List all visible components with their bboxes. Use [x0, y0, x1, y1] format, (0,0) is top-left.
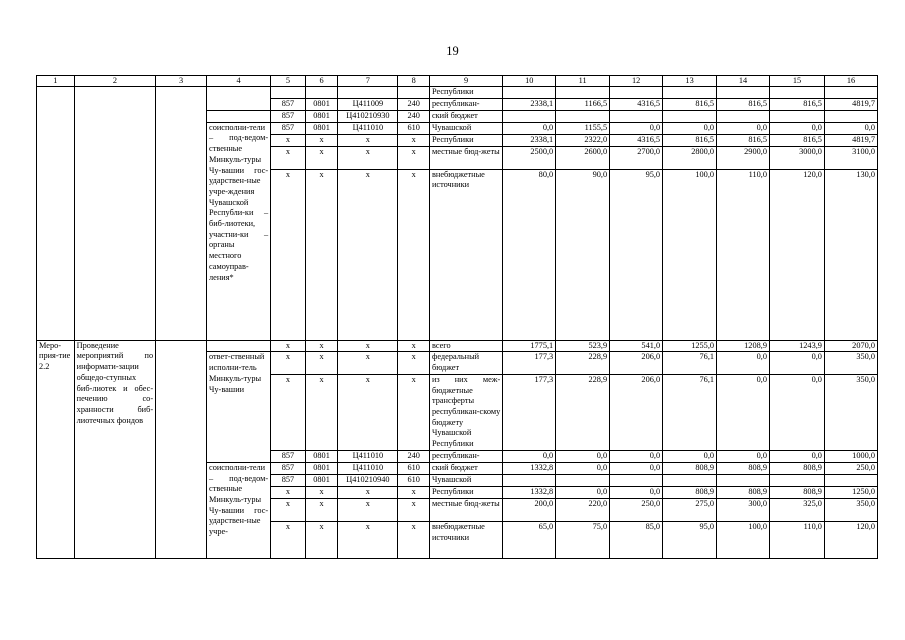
value-cell: 1208,9	[717, 340, 770, 352]
column-header: 14	[717, 76, 770, 87]
value-cell: 808,9	[663, 462, 717, 474]
code-cell	[338, 87, 398, 99]
value-cell: 350,0	[824, 498, 877, 521]
value-cell: 95,0	[610, 169, 663, 340]
code-cell: 857	[271, 110, 306, 122]
value-cell: 300,0	[717, 498, 770, 521]
page-number: 19	[446, 44, 459, 58]
responsible-cell: ответ-ственный исполни-тель Минкуль-туры Чу-вашии	[207, 352, 271, 462]
code-cell: x	[271, 352, 306, 374]
value-cell: 1243,9	[769, 340, 824, 352]
value-cell	[663, 474, 717, 486]
code-cell: x	[305, 340, 338, 352]
code-cell: 0801	[305, 98, 338, 110]
code-cell: x	[338, 486, 398, 498]
value-cell	[824, 110, 877, 122]
code-cell: x	[398, 498, 430, 521]
value-cell: 0,0	[769, 352, 824, 374]
value-cell: 220,0	[556, 498, 610, 521]
value-cell: 2338,1	[503, 134, 556, 146]
table-row	[37, 87, 878, 99]
value-cell: 523,9	[556, 340, 610, 352]
value-cell	[556, 474, 610, 486]
value-cell: 2070,0	[824, 340, 877, 352]
code-cell: 240	[398, 110, 430, 122]
value-cell: 0,0	[610, 462, 663, 474]
value-cell: 0,0	[610, 450, 663, 462]
value-cell: 120,0	[824, 521, 877, 558]
code-cell: x	[338, 169, 398, 340]
value-cell: 0,0	[717, 122, 770, 134]
column-header: 13	[663, 76, 717, 87]
funding-source-cell: всего	[429, 340, 502, 352]
funding-source-cell: Чувашской	[429, 122, 502, 134]
code-cell: x	[305, 146, 338, 169]
funding-source-cell: ский бюджет	[429, 110, 502, 122]
code-cell: 240	[398, 450, 430, 462]
value-cell	[824, 87, 877, 99]
value-cell: 0,0	[610, 122, 663, 134]
code-cell: x	[305, 374, 338, 450]
value-cell: 206,0	[610, 374, 663, 450]
funding-source-cell: Республики	[429, 87, 502, 99]
value-cell: 76,1	[663, 374, 717, 450]
value-cell: 2500,0	[503, 146, 556, 169]
budget-table	[36, 75, 878, 559]
code-cell: Ц411009	[338, 98, 398, 110]
value-cell: 177,3	[503, 374, 556, 450]
value-cell: 75,0	[556, 521, 610, 558]
code-cell: 0801	[305, 474, 338, 486]
value-cell: 816,5	[717, 134, 770, 146]
event-code-cell: Меро-прия-тие 2.2	[37, 340, 75, 558]
value-cell: 0,0	[503, 450, 556, 462]
value-cell	[610, 87, 663, 99]
code-cell: Ц410210940	[338, 474, 398, 486]
executor-cell	[207, 87, 271, 99]
value-cell: 2338,1	[503, 98, 556, 110]
column-header: 11	[556, 76, 610, 87]
code-cell: 857	[271, 98, 306, 110]
value-cell: 250,0	[824, 462, 877, 474]
value-cell: 2900,0	[717, 146, 770, 169]
value-cell: 120,0	[769, 169, 824, 340]
code-cell: x	[271, 374, 306, 450]
code-cell: 610	[398, 122, 430, 134]
value-cell: 177,3	[503, 352, 556, 374]
code-cell: 610	[398, 462, 430, 474]
value-cell: 65,0	[503, 521, 556, 558]
value-cell: 0,0	[717, 450, 770, 462]
code-cell: x	[305, 352, 338, 374]
column-header: 7	[338, 76, 398, 87]
column-header: 12	[610, 76, 663, 87]
value-cell: 816,5	[769, 134, 824, 146]
value-cell: 808,9	[769, 486, 824, 498]
value-cell: 95,0	[663, 521, 717, 558]
value-cell: 808,9	[717, 462, 770, 474]
code-cell: x	[305, 498, 338, 521]
funding-source-cell: федеральный бюджет	[429, 352, 502, 374]
code-cell: x	[338, 340, 398, 352]
value-cell: 3000,0	[769, 146, 824, 169]
code-cell: Ц411010	[338, 462, 398, 474]
funding-source-cell: Республики	[429, 486, 502, 498]
value-cell	[503, 87, 556, 99]
code-cell: 240	[398, 98, 430, 110]
code-cell: x	[338, 521, 398, 558]
value-cell: 1155,5	[556, 122, 610, 134]
goal-cell	[156, 340, 207, 558]
value-cell: 4316,5	[610, 98, 663, 110]
value-cell: 0,0	[663, 122, 717, 134]
value-cell: 808,9	[769, 462, 824, 474]
funding-source-cell: Республики	[429, 134, 502, 146]
value-cell: 0,0	[769, 122, 824, 134]
value-cell: 2322,0	[556, 134, 610, 146]
code-cell: 0801	[305, 462, 338, 474]
goal-cell	[156, 87, 207, 341]
funding-source-cell: внебюджетные источники	[429, 169, 502, 340]
value-cell: 100,0	[663, 169, 717, 340]
event-name-cell	[74, 87, 155, 341]
value-cell: 275,0	[663, 498, 717, 521]
code-cell: x	[271, 340, 306, 352]
value-cell: 325,0	[769, 498, 824, 521]
value-cell	[503, 110, 556, 122]
header-row	[37, 76, 878, 87]
value-cell	[717, 474, 770, 486]
value-cell: 1000,0	[824, 450, 877, 462]
column-header: 8	[398, 76, 430, 87]
value-cell: 1332,8	[503, 462, 556, 474]
value-cell: 200,0	[503, 498, 556, 521]
value-cell: 816,5	[663, 134, 717, 146]
value-cell	[769, 474, 824, 486]
funding-source-cell: из них меж-бюджетные трансферты республикан-скому бюджету Чувашской Республики	[429, 374, 502, 450]
value-cell: 0,0	[824, 122, 877, 134]
code-cell: 857	[271, 450, 306, 462]
value-cell: 0,0	[556, 450, 610, 462]
value-cell: 0,0	[556, 462, 610, 474]
funding-source-cell: Чувашской	[429, 474, 502, 486]
event-name-cell: Проведение мероприятий по информати-зации общедо-ступных биб-лиотек и обес-печению со-хранности биб-лиотечных фондов	[74, 340, 155, 558]
value-cell: 76,1	[663, 352, 717, 374]
column-header: 9	[429, 76, 502, 87]
code-cell: 0801	[305, 110, 338, 122]
value-cell	[717, 87, 770, 99]
executor-cell	[207, 98, 271, 110]
value-cell	[717, 110, 770, 122]
code-cell: x	[398, 134, 430, 146]
code-cell: Ц411010	[338, 450, 398, 462]
code-cell: Ц410210930	[338, 110, 398, 122]
value-cell: 1332,8	[503, 486, 556, 498]
code-cell: x	[305, 134, 338, 146]
value-cell: 206,0	[610, 352, 663, 374]
executor-cell	[207, 340, 271, 352]
value-cell: 816,5	[663, 98, 717, 110]
code-cell: x	[398, 146, 430, 169]
value-cell: 110,0	[717, 169, 770, 340]
code-cell: x	[398, 521, 430, 558]
value-cell: 4819,7	[824, 98, 877, 110]
column-header: 2	[74, 76, 155, 87]
code-cell: x	[398, 169, 430, 340]
code-cell: x	[305, 486, 338, 498]
column-header: 3	[156, 76, 207, 87]
code-cell: 0801	[305, 450, 338, 462]
value-cell: 541,0	[610, 340, 663, 352]
code-cell: x	[398, 374, 430, 450]
value-cell: 90,0	[556, 169, 610, 340]
value-cell: 0,0	[717, 352, 770, 374]
code-cell: x	[271, 169, 306, 340]
coexecutors-cell: соисполни-тели – под-ведом-ственные Минкуль-туры Чу-вашии гос-ударствен-ные учре-ждения Чувашской Республи-ки – биб-лиотеки, участни-ки – органы местного самоуправ-ления*	[207, 122, 271, 340]
code-cell: x	[338, 146, 398, 169]
value-cell: 1775,1	[503, 340, 556, 352]
code-cell	[271, 87, 306, 99]
code-cell	[398, 87, 430, 99]
value-cell	[503, 474, 556, 486]
value-cell	[824, 474, 877, 486]
value-cell	[769, 87, 824, 99]
code-cell: x	[338, 134, 398, 146]
funding-source-cell: местные бюд-жеты	[429, 146, 502, 169]
code-cell: 857	[271, 474, 306, 486]
code-cell: x	[271, 146, 306, 169]
code-cell: x	[271, 521, 306, 558]
value-cell: 350,0	[824, 374, 877, 450]
code-cell: 857	[271, 122, 306, 134]
value-cell	[610, 474, 663, 486]
value-cell: 4316,5	[610, 134, 663, 146]
column-header: 5	[271, 76, 306, 87]
code-cell: x	[305, 169, 338, 340]
code-cell: 610	[398, 474, 430, 486]
value-cell: 130,0	[824, 169, 877, 340]
code-cell: 0801	[305, 122, 338, 134]
code-cell: Ц411010	[338, 122, 398, 134]
value-cell: 250,0	[610, 498, 663, 521]
value-cell: 80,0	[503, 169, 556, 340]
value-cell: 4819,7	[824, 134, 877, 146]
funding-source-cell: республикан-	[429, 98, 502, 110]
value-cell: 350,0	[824, 352, 877, 374]
value-cell: 808,9	[663, 486, 717, 498]
code-cell: x	[271, 486, 306, 498]
value-cell: 0,0	[556, 486, 610, 498]
value-cell	[556, 87, 610, 99]
value-cell: 2700,0	[610, 146, 663, 169]
value-cell: 228,9	[556, 352, 610, 374]
code-cell: x	[338, 352, 398, 374]
funding-source-cell: местные бюд-жеты	[429, 498, 502, 521]
table-row	[37, 340, 878, 352]
code-cell: 857	[271, 462, 306, 474]
value-cell: 0,0	[769, 374, 824, 450]
column-header: 4	[207, 76, 271, 87]
code-cell: x	[398, 340, 430, 352]
value-cell: 0,0	[663, 450, 717, 462]
coexecutors-cell: соисполни-тели – под-ведом-ственные Минкуль-туры Чу-вашии гос-ударствен-ные учре-	[207, 462, 271, 558]
value-cell	[769, 110, 824, 122]
column-header: 6	[305, 76, 338, 87]
value-cell: 1166,5	[556, 98, 610, 110]
value-cell: 0,0	[717, 374, 770, 450]
value-cell: 0,0	[769, 450, 824, 462]
code-cell: x	[398, 486, 430, 498]
value-cell: 3100,0	[824, 146, 877, 169]
value-cell: 0,0	[503, 122, 556, 134]
value-cell: 808,9	[717, 486, 770, 498]
table-body	[37, 76, 878, 559]
value-cell: 2600,0	[556, 146, 610, 169]
value-cell	[610, 110, 663, 122]
executor-cell	[207, 110, 271, 122]
value-cell: 110,0	[769, 521, 824, 558]
value-cell: 85,0	[610, 521, 663, 558]
funding-source-cell: республикан-	[429, 450, 502, 462]
value-cell: 816,5	[717, 98, 770, 110]
column-header: 1	[37, 76, 75, 87]
value-cell	[556, 110, 610, 122]
value-cell: 2800,0	[663, 146, 717, 169]
value-cell: 816,5	[769, 98, 824, 110]
column-header: 16	[824, 76, 877, 87]
value-cell	[663, 110, 717, 122]
column-header: 10	[503, 76, 556, 87]
value-cell: 100,0	[717, 521, 770, 558]
value-cell: 0,0	[610, 486, 663, 498]
code-cell: x	[398, 352, 430, 374]
code-cell: x	[305, 521, 338, 558]
value-cell: 1250,0	[824, 486, 877, 498]
value-cell	[663, 87, 717, 99]
code-cell	[305, 87, 338, 99]
event-code-cell	[37, 87, 75, 341]
value-cell: 228,9	[556, 374, 610, 450]
code-cell: x	[271, 498, 306, 521]
code-cell: x	[271, 134, 306, 146]
code-cell: x	[338, 498, 398, 521]
funding-source-cell: ский бюджет	[429, 462, 502, 474]
code-cell: x	[338, 374, 398, 450]
funding-source-cell: внебюджетные источники	[429, 521, 502, 558]
value-cell: 1255,0	[663, 340, 717, 352]
column-header: 15	[769, 76, 824, 87]
